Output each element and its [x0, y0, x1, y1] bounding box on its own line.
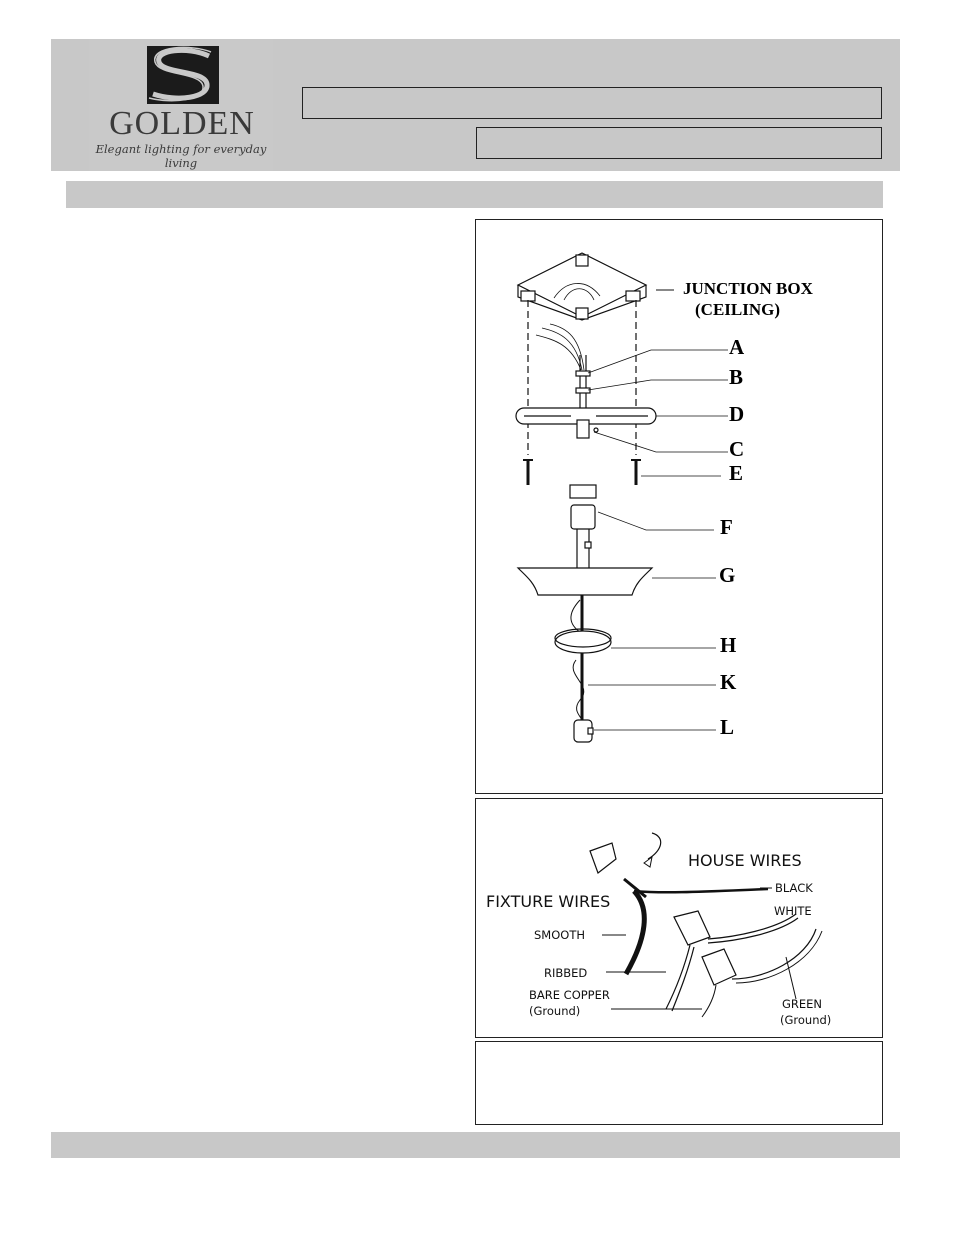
section-header-bar	[66, 181, 883, 208]
brand-tagline: Elegant lighting for everyday living	[95, 142, 267, 170]
bare-copper-label: BARE COPPER	[529, 988, 610, 1002]
green-ground-label: (Ground)	[780, 1013, 832, 1027]
house-wires-label: HOUSE WIRES	[688, 851, 802, 870]
footer-bar	[51, 1132, 900, 1158]
green-wire-label: GREEN	[782, 997, 823, 1011]
part-label-c: C	[729, 437, 745, 461]
brand-name: GOLDEN	[109, 105, 255, 142]
title-box	[302, 87, 882, 119]
part-label-d: D	[729, 402, 745, 426]
fixture-wires-label: FIXTURE WIRES	[486, 892, 611, 911]
part-label-b: B	[729, 365, 744, 389]
white-wire-label: WHITE	[774, 904, 812, 918]
junction-box-sublabel: (CEILING)	[695, 300, 781, 319]
smooth-wire-label: SMOOTH	[534, 928, 585, 942]
black-wire-label: BLACK	[775, 881, 813, 895]
bare-copper-ground-label: (Ground)	[529, 1004, 581, 1018]
part-label-k: K	[720, 670, 737, 694]
part-label-e: E	[729, 461, 744, 485]
note-box	[475, 1041, 883, 1125]
part-label-h: H	[720, 633, 737, 657]
ribbed-wire-label: RIBBED	[544, 966, 588, 980]
subtitle-box	[476, 127, 882, 159]
parts-diagram	[476, 220, 884, 795]
part-label-l: L	[720, 715, 735, 739]
junction-box-label: JUNCTION BOX	[683, 279, 813, 298]
parts-diagram-panel	[475, 219, 883, 794]
wiring-diagram-panel	[475, 798, 883, 1038]
wiring-diagram	[476, 799, 884, 1039]
logo-s-icon	[147, 46, 219, 104]
part-label-a: A	[729, 335, 745, 359]
part-label-f: F	[720, 515, 733, 539]
part-label-g: G	[719, 563, 736, 587]
